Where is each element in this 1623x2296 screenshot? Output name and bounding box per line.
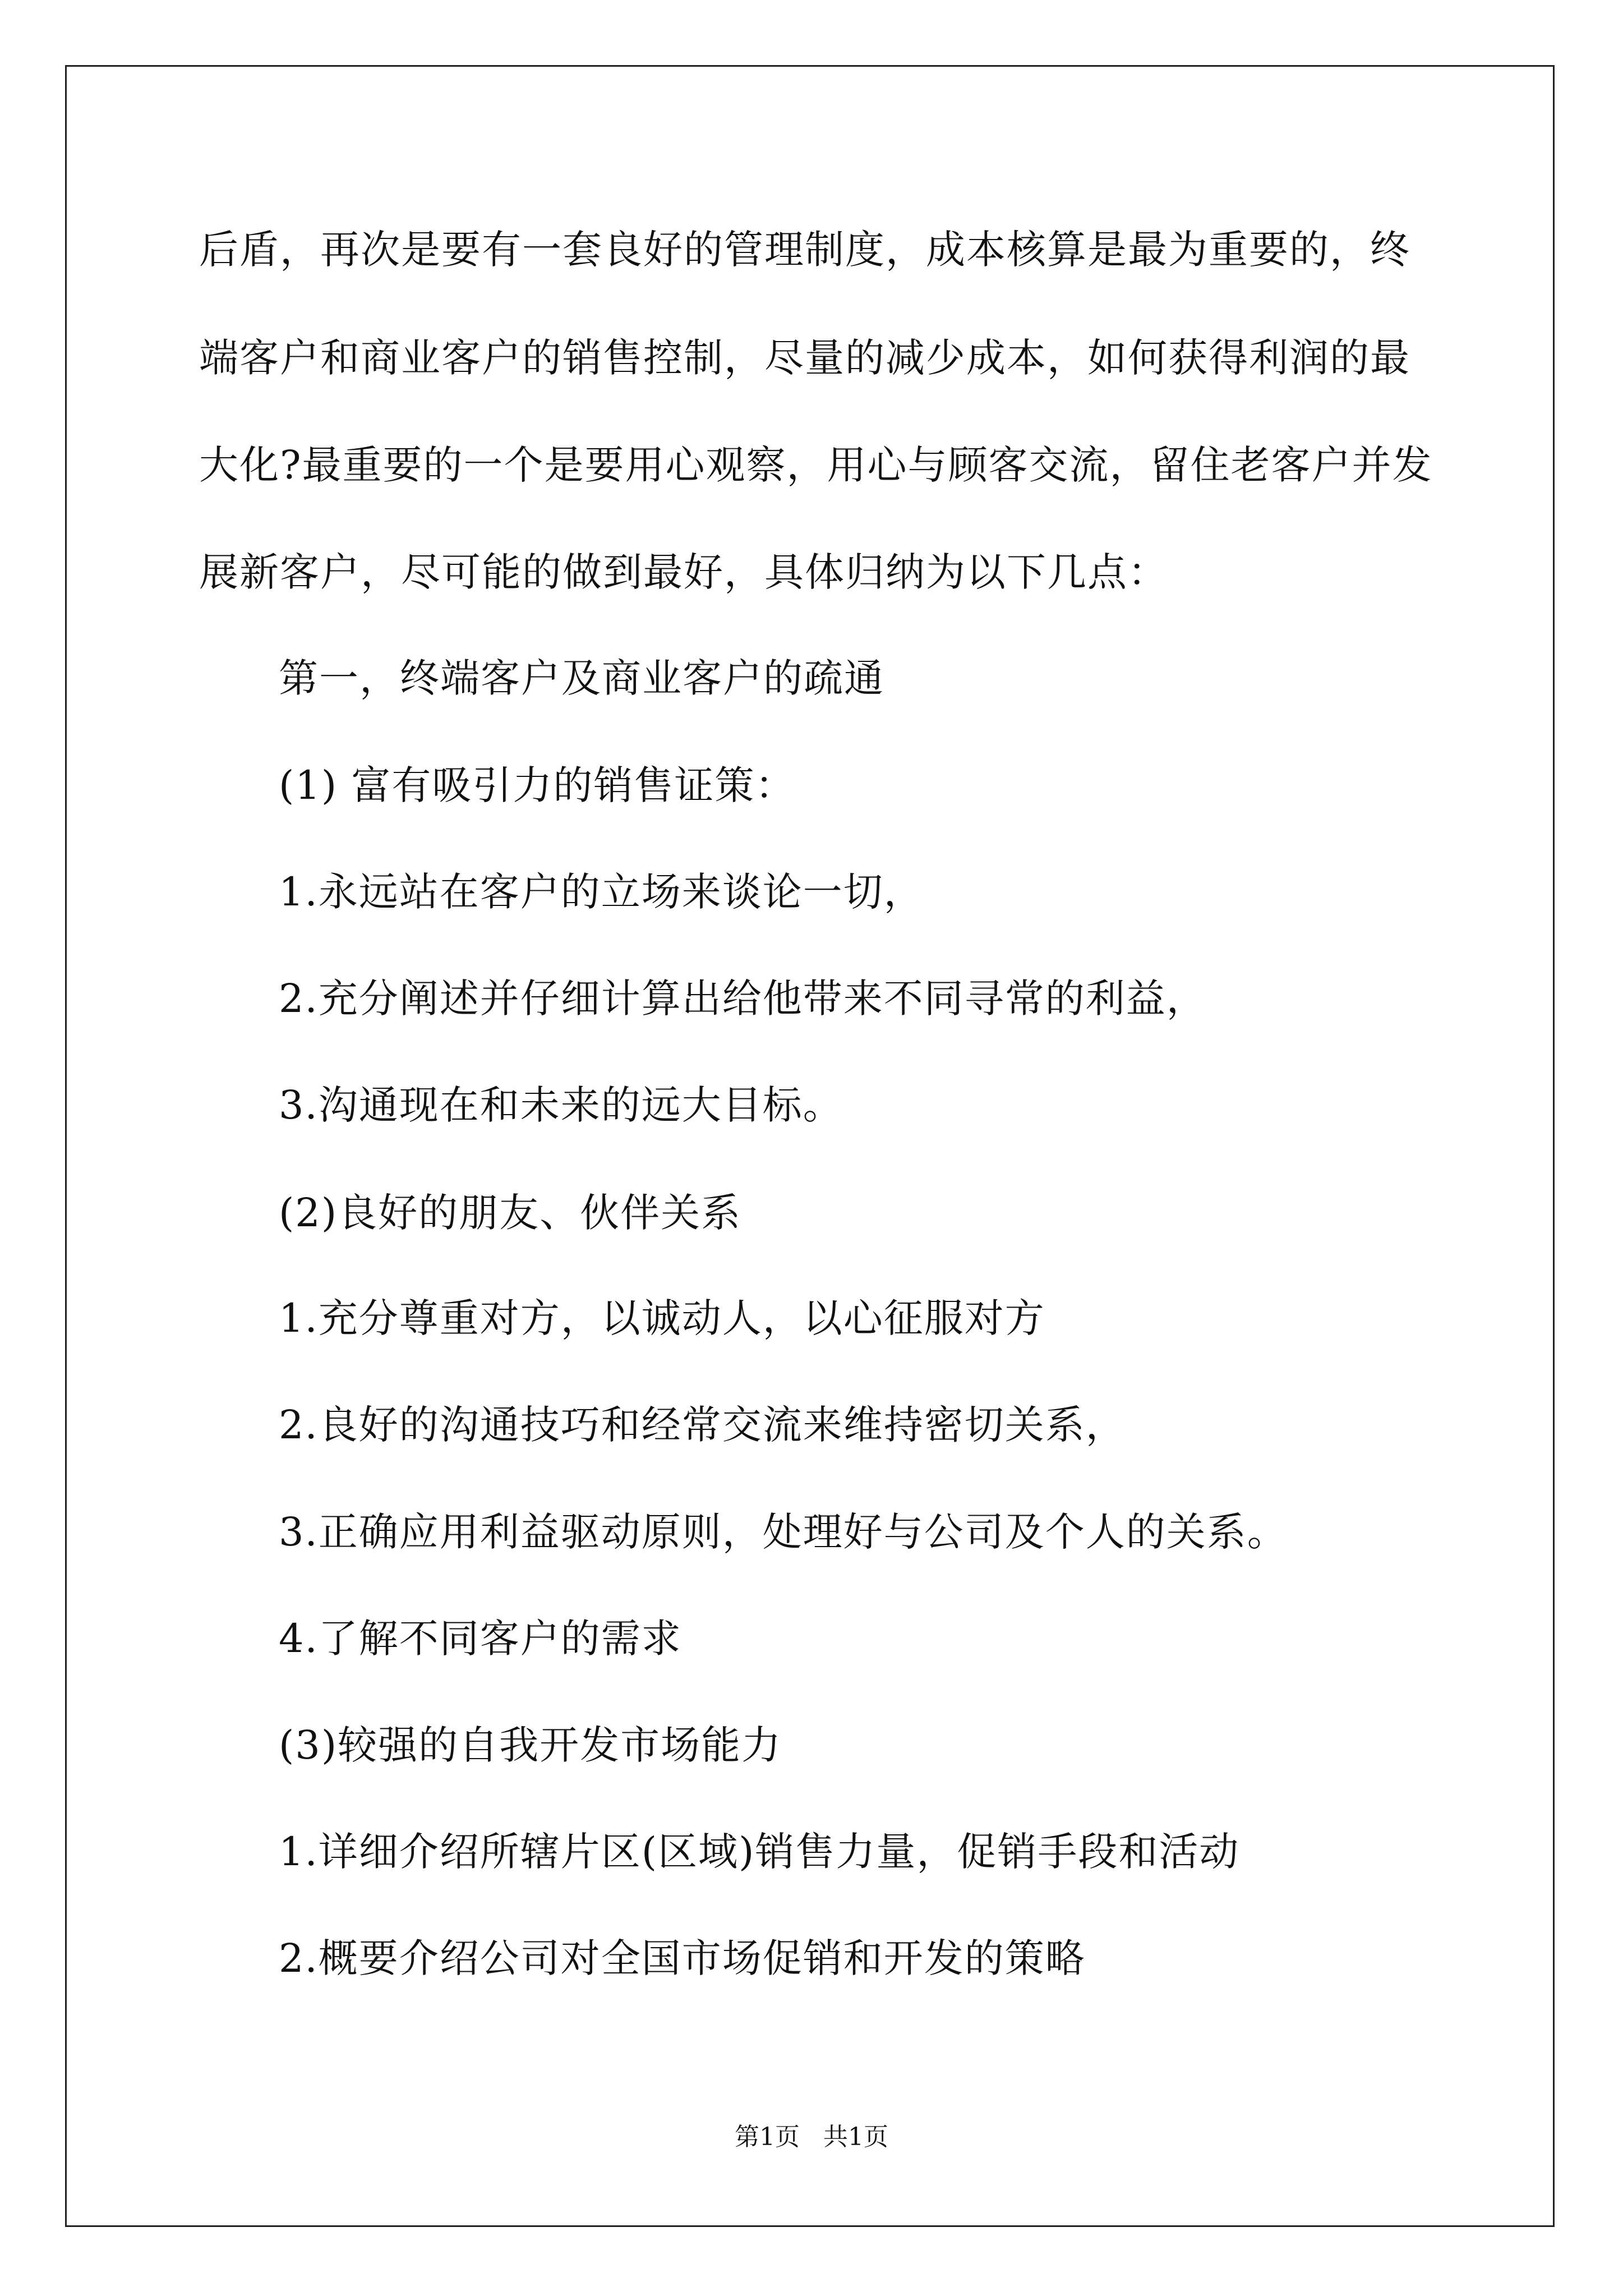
list-item: 3.沟通现在和未来的远大目标。 (279, 1082, 843, 1128)
list-item: 3.正确应用利益驱动原则，处理好与公司及个人的关系。 (279, 1509, 1288, 1555)
paragraph-line: 大化?最重要的一个是要用心观察，用心与顾客交流，留住老客户并发 (199, 442, 1433, 488)
list-item: 1.永远站在客户的立场来谈论一切， (279, 869, 924, 915)
page-border (65, 65, 1555, 2227)
list-item: 2.概要介绍公司对全国市场促销和开发的策略 (279, 1935, 1086, 1981)
list-item: 1.充分尊重对方，以诚动人，以心征服对方 (279, 1295, 1045, 1341)
list-item: 2.良好的沟通技巧和经常交流来维持密切关系， (279, 1402, 1126, 1448)
page-footer (0, 2120, 1623, 2154)
list-item: 4.了解不同客户的需求 (279, 1616, 682, 1662)
paragraph-line: 展新客户，尽可能的做到最好，具体归纳为以下几点： (199, 549, 1168, 595)
list-item: 2.充分阐述并仔细计算出给他带来不同寻常的利益， (279, 976, 1207, 1022)
paragraph-line: 端客户和商业客户的销售控制，尽量的减少成本，如何获得利润的最 (199, 335, 1410, 381)
page-number: 第1页 (735, 2123, 800, 2151)
paragraph-line: 后盾，再次是要有一套良好的管理制度，成本核算是最为重要的，终 (199, 227, 1410, 273)
page-total: 共1页 (823, 2123, 888, 2151)
subsection-heading: (2)良好的朋友、伙伴关系 (279, 1190, 742, 1236)
list-item: 1.详细介绍所辖片区(区域)销售力量，促销手段和活动 (279, 1829, 1240, 1875)
subsection-heading: (1) 富有吸引力的销售证策： (279, 762, 796, 808)
subsection-heading: (3)较强的自我开发市场能力 (279, 1722, 782, 1768)
section-heading: 第一，终端客户及商业客户的疏通 (279, 655, 884, 701)
